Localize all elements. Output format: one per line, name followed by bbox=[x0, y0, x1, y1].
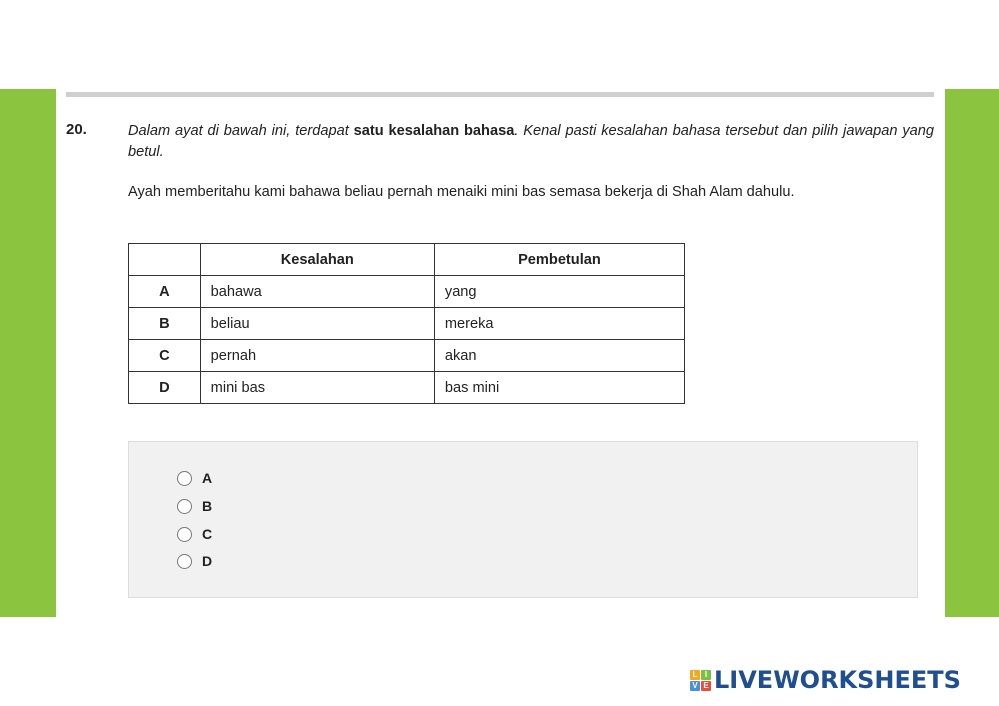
logo-letter: E bbox=[701, 681, 711, 691]
logo-letter: V bbox=[690, 681, 700, 691]
option-c[interactable] bbox=[177, 526, 212, 542]
question-instruction bbox=[128, 121, 934, 163]
option-label-d: D bbox=[202, 553, 213, 569]
liveworksheets-logo-icon bbox=[690, 670, 711, 691]
instruction-emphasis: satu kesalahan bahasa bbox=[353, 123, 515, 139]
table-row bbox=[129, 372, 685, 404]
option-a[interactable] bbox=[177, 470, 212, 486]
option-d[interactable] bbox=[177, 553, 212, 569]
option-b[interactable] bbox=[177, 498, 212, 514]
answer-table bbox=[128, 243, 685, 404]
logo-letter: L bbox=[690, 670, 700, 680]
radio-button-a[interactable] bbox=[177, 471, 192, 486]
logo-letter: I bbox=[701, 670, 711, 680]
option-label-c: C bbox=[202, 526, 213, 542]
row-pembetulan: bas mini bbox=[434, 372, 684, 404]
table-header-row bbox=[129, 244, 685, 276]
option-label-a: A bbox=[202, 470, 213, 486]
top-divider bbox=[66, 92, 934, 97]
table-header-kesalahan: Kesalahan bbox=[200, 244, 434, 276]
option-label-b: B bbox=[202, 498, 213, 514]
row-pembetulan: mereka bbox=[434, 308, 684, 340]
row-letter: B bbox=[129, 308, 201, 340]
row-kesalahan: bahawa bbox=[200, 276, 434, 308]
row-letter: D bbox=[129, 372, 201, 404]
question-sentence: Ayah memberitahu kami bahawa beliau pernah menaiki mini bas semasa bekerja di Shah Alam dahulu. bbox=[128, 184, 795, 200]
liveworksheets-brand bbox=[690, 666, 961, 694]
table-row bbox=[129, 276, 685, 308]
question-number: 20. bbox=[66, 121, 87, 138]
instruction-text-2: . Kenal pasti kesalahan bahasa tersebut dan pilih jawapan yang betul. bbox=[128, 123, 934, 160]
table-header-pembetulan: Pembetulan bbox=[434, 244, 684, 276]
brand-name: LIVEWORKSHEETS bbox=[714, 666, 961, 694]
row-kesalahan: beliau bbox=[200, 308, 434, 340]
instruction-text-1: Dalam ayat di bawah ini, terdapat bbox=[128, 123, 354, 139]
left-green-bar bbox=[0, 89, 56, 617]
row-pembetulan: yang bbox=[434, 276, 684, 308]
radio-button-d[interactable] bbox=[177, 554, 192, 569]
radio-button-b[interactable] bbox=[177, 499, 192, 514]
row-kesalahan: pernah bbox=[200, 340, 434, 372]
right-green-bar bbox=[945, 89, 999, 617]
row-letter: C bbox=[129, 340, 201, 372]
row-kesalahan: mini bas bbox=[200, 372, 434, 404]
row-pembetulan: akan bbox=[434, 340, 684, 372]
radio-button-c[interactable] bbox=[177, 527, 192, 542]
row-letter: A bbox=[129, 276, 201, 308]
answer-options-box bbox=[128, 441, 918, 598]
table-header-letter bbox=[129, 244, 201, 276]
table-row bbox=[129, 340, 685, 372]
table-row bbox=[129, 308, 685, 340]
